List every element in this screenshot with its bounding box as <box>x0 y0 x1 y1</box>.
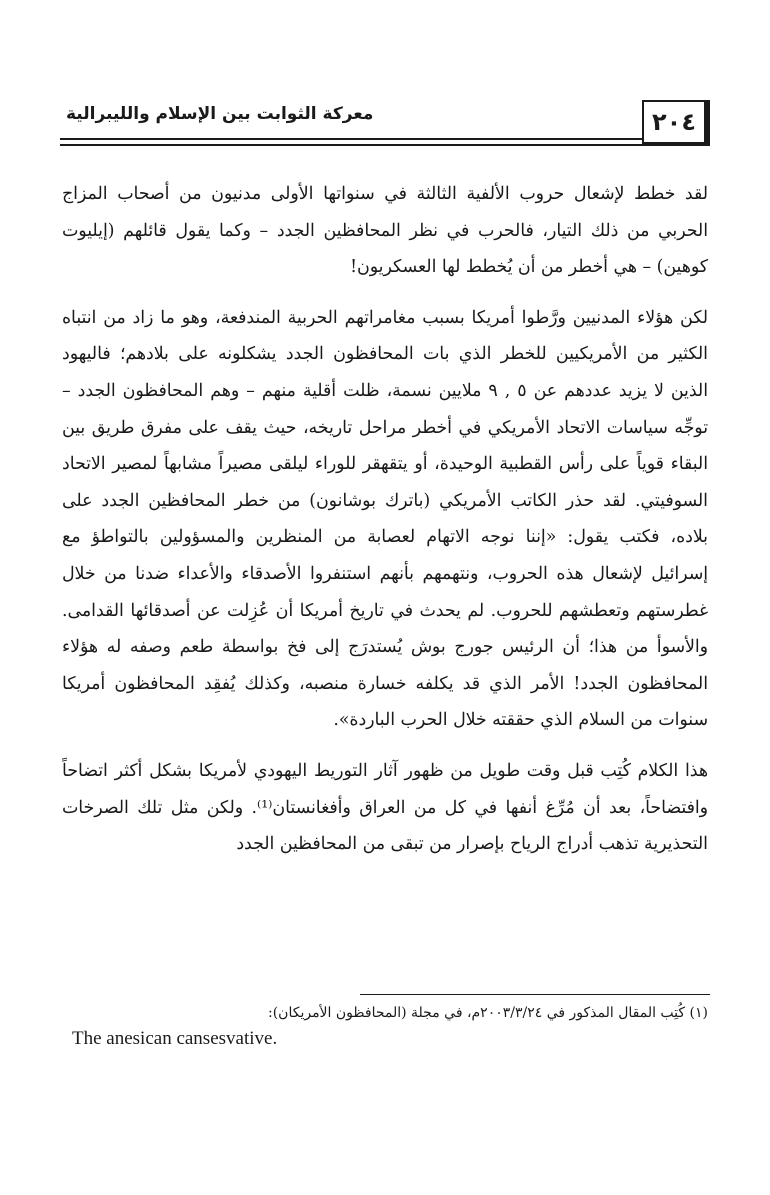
page-header <box>60 100 710 152</box>
header-rule-bottom <box>60 144 710 146</box>
page-number-box <box>642 100 710 144</box>
footnote-separator <box>360 994 710 995</box>
paragraph: لكن هؤلاء المدنيين ورَّطوا أمريكا بسبب مغامراتهم الحربية المندفعة، وهو ما زاد من انتباه الكثير من الأمريكيين للخطر الذي بات المحافظون الجدد يشكلونه على بلادهم؛ فاليهود الذين لا يزيد عددهم عن ٥ , ٩ ملايين نسمة، ظلت أقلية منهم – وهم المحافظون الجدد – توجِّه سياسات الاتحاد الأمريكي في أخطر مراحل تاريخه، حيث يقف على مفرق طريق بين البقاء قوياً على رأس القطبية الوحيدة، أو يتقهقر للوراء ليلقى مصيراً مشابهاً لمصير الاتحاد السوفيتي. لقد حذر الكاتب الأمريكي (باترك بوشانون) من خطر المحافظين الجدد على بلاده، فكتب يقول: «إننا نوجه الاتهام لعصابة من المنظرين والمسؤولين بالتواطؤ مع إسرائيل لإشعال هذه الحروب، ونتهمهم بأنهم استنفروا الأصدقاء والأعداء ضدنا من خلال غطرستهم وتعطشهم للحروب. لم يحدث في تاريخ أمريكا أن عُزِلت عن أصدقائها القدامى. والأسوأ من هذا؛ أن الرئيس جورج بوش يُستدرَج إلى فخ بواسطة طعم وصفه له هؤلاء المحافظون الجدد! الأمر الذي قد يكلفه خسارة منصبه، وكذلك يُفقِد المحافظون أمريكا سنوات من السلام الذي حققته خلال الحرب الباردة». <box>62 307 709 731</box>
footnote-latin-text: The anesican cansesvative. <box>72 1028 278 1049</box>
footnote: (١) كُتِب المقال المذكور في ٢٠٠٣/٣/٢٤م، في مجلة (المحافظون الأمريكان): <box>267 1005 708 1021</box>
paragraph: لقد خطط لإشعال حروب الألفية الثالثة في سنواتها الأولى مدنيون من أصحاب المزاج الحربي من ذلك التيار، فالحرب في نظر المحافظين الجدد – وكما يقول قائلهم (إيليوت كوهين) – هي أخطر من أن يُخطط لها العسكريون! <box>62 184 708 278</box>
running-title: معركة الثوابت بين الإسلام والليبرالية <box>62 104 377 124</box>
paragraph: هذا الكلام كُتِب قبل وقت طويل من ظهور آثار التوريط اليهودي لأمريكا بشكل أكثر اتضاحاً وافتضاحاً، بعد أن مُرِّغ أنفها في كل من العراق وأفغانستان⁽¹⁾. ولكن مثل تلك الصرخات التحذيرية تذهب أدراج الرياح بإصرار من تبقى من المحافظين الجدد <box>62 760 708 855</box>
body-text <box>62 176 708 863</box>
page-number: ٢٠٤ <box>652 108 696 136</box>
header-rule-top <box>60 138 710 140</box>
